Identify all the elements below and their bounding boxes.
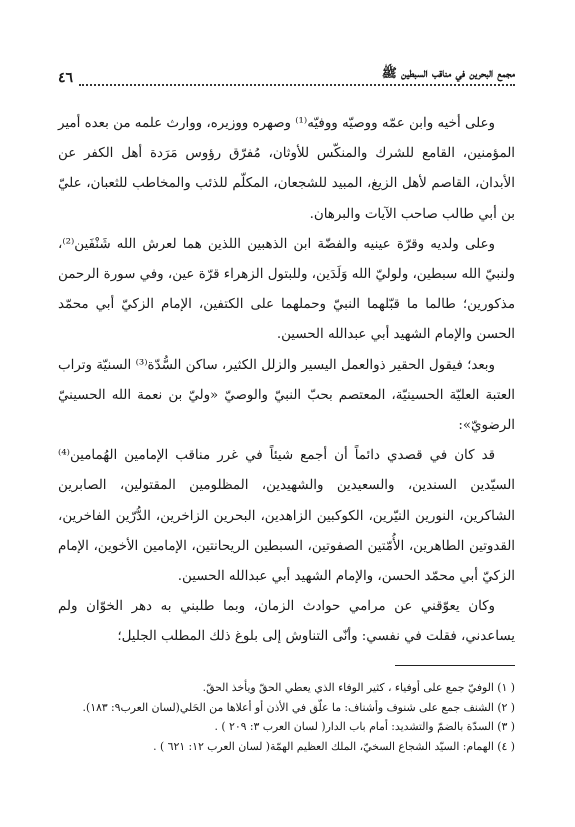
paragraph: وعلى أخيه وابن عمّه ووصيّه ووفيّه⁽¹⁾ وصهره ووزيره، ووارث علمه من بعده أمير المؤمنين، القامع للشرك والمنكّس للأوثان، مُفرّق رؤوس مَرَدة أهل الكفر عن الأبدان، القاصم لأهل الزيغ، المبيد للشجعان، المكلّم للذئب والمخاطب للثعبان، عليّ بن أبي طالب صاحب الآيات والبرهان. <box>58 116 515 222</box>
footnotes <box>58 678 515 756</box>
page-header <box>58 66 515 86</box>
paragraph: وبعد؛ فيقول الحقير ذوالعمل اليسير والزلل الكثير، ساكن السُّدّة⁽³⁾ السنيّة وتراب العتبة العليّة الحسينيّة، المعتصم بحبّ النبيّ والوصيّ «وليّ بن نعمة الله الحسينيّ الرضويّ»: <box>58 357 515 434</box>
footnote: ( ٣) السدّة بالضمّ والتشديد: أمام باب الدار( لسان العرب ٣: ٢٠٩ ) . <box>214 720 515 733</box>
paragraph: وعلى ولديه وقرّة عينيه والفضّة ابن الذهبين اللذين هما لعرش الله شَنْفَين⁽²⁾، ولنبيّ الله سبطين، ولوليّ الله وَلَدَين، وللبتول الزهراء قرّة عين، وفي سورة الرحمن مذكورين؛ طالما ما قبّلهما النبيّ وحملهما على الكتفين، الإمام الزكيّ أبي محمّد الحسن والإمام الشهيد أبي عبدالله الحسين. <box>58 236 515 343</box>
footnote-divider <box>395 665 515 666</box>
footnote: ( ٤) الهمام: السيّد الشجاع السخيّ، الملك العظيم الهمّة( لسان العرب ١٢: ٦٢١ ) . <box>153 739 515 753</box>
footnote: ( ٢) الشنف جمع على شنوف وأشناف: ما علّق في الأذن أو أعلاها من الحَلي(لسان العرب٩: ١٨٣). <box>82 700 515 714</box>
running-title: مجمع البحرين في مناقب السبطين ﷺ <box>79 65 515 86</box>
paragraph: قد كان في قصدي دائماً أن أجمع شيئاً في غرر مناقب الإمامين الهُمامين⁽⁴⁾ السيّدين السندين، والسعيدين والشهيدين، المظلومين المقتولين، الصابرين الشاكرين، النورين النيّرين، الكوكبين الزاهدين، البحرين الزاخرين، الدُّرّين الفاخرين، القدوتين الطاهرين، الأُمّتين الصفوتين، السبطين الريحانتين، الإمامين الأخوين، الإمام الزكيّ أبي محمّد الحسن، والإمام الشهيد أبي عبدالله الحسين. <box>58 448 515 585</box>
main-text <box>58 109 515 649</box>
page-number: ٤٦ <box>58 70 74 86</box>
footnote: ( ١) الوفيّ جمع على أوفياء ، كثير الوفاء الذي يعطي الحقّ ويأخذ الحقّ. <box>202 681 515 694</box>
paragraph: وكان يعوّقني عن مرامي حوادث الزمان، وبما طلبني به دهر الخوّان ولم يساعدني، فقلت في نفسي: وأنّى التناوش إلى بلوغ ذلك المطلب الجليل؛ <box>58 599 515 645</box>
